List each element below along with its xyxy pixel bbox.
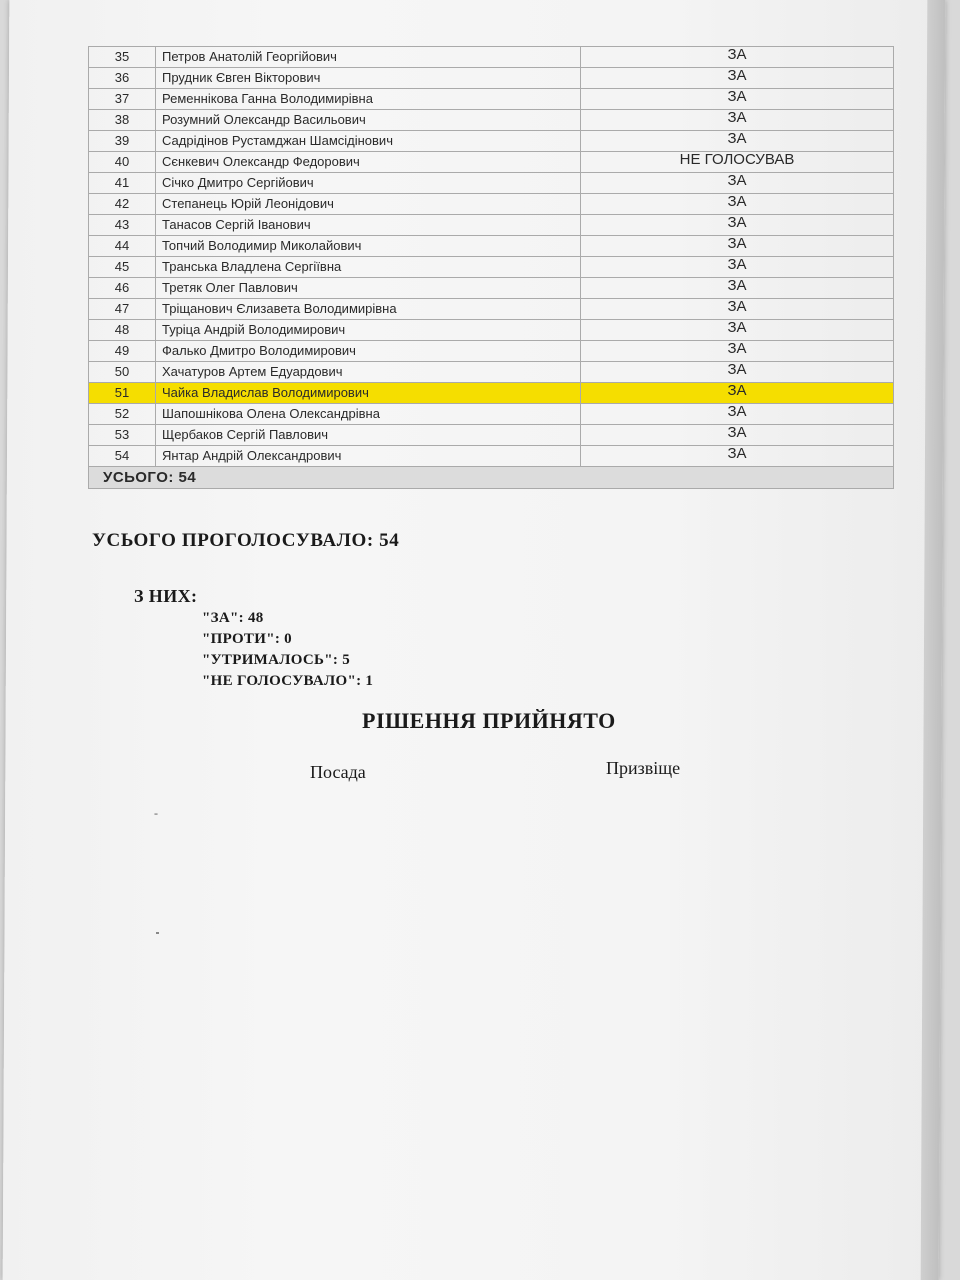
vote-result: ЗА: [581, 110, 894, 131]
deputy-name: Щербаков Сергій Павлович: [156, 425, 581, 446]
vote-result: ЗА: [581, 299, 894, 320]
table-row: [89, 194, 894, 215]
row-number: 40: [89, 152, 156, 173]
row-number: 42: [89, 194, 156, 215]
row-number: 46: [89, 278, 156, 299]
table-row: [89, 341, 894, 362]
deputy-name: Туріца Андрій Володимирович: [156, 320, 581, 341]
deputy-name: Садрідінов Рустамджан Шамсідінович: [156, 131, 581, 152]
deputy-name: Янтар Андрій Олександрович: [156, 446, 581, 467]
row-number: 43: [89, 215, 156, 236]
table-row: [89, 47, 894, 68]
row-number: 44: [89, 236, 156, 257]
vote-result: ЗА: [581, 215, 894, 236]
total-cell: УСЬОГО: 54: [89, 467, 894, 489]
deputy-name: Третяк Олег Павлович: [156, 278, 581, 299]
total-row: [89, 467, 894, 489]
deputy-name: Чайка Владислав Володимирович: [156, 383, 581, 404]
vote-result: ЗА: [581, 404, 894, 425]
deputy-name: Ременнікова Ганна Володимирівна: [156, 89, 581, 110]
decision-heading: РІШЕННЯ ПРИЙНЯТО: [362, 708, 616, 733]
table-row: [89, 425, 894, 446]
vote-breakdown: [202, 608, 373, 692]
vote-result: ЗА: [581, 173, 894, 194]
deputy-name: Розумний Олександр Васильович: [156, 110, 581, 131]
row-number: 45: [89, 257, 156, 278]
row-number: 41: [89, 173, 156, 194]
vote-result: ЗА: [581, 47, 894, 68]
breakdown-utrymalos: "УТРИМАЛОСЬ": 5: [202, 652, 351, 668]
vote-result: ЗА: [581, 320, 894, 341]
table-row: [89, 89, 894, 110]
row-number: 47: [89, 299, 156, 320]
table-row: [89, 257, 894, 278]
row-number: 39: [89, 131, 156, 152]
table-row: [89, 320, 894, 341]
page-edge: [921, 0, 946, 1280]
vote-result: ЗА: [581, 446, 894, 467]
position-header: Посада: [310, 762, 366, 782]
table-row: [89, 236, 894, 257]
table-row: [89, 278, 894, 299]
vote-result: ЗА: [581, 236, 894, 257]
table-row: [89, 110, 894, 131]
signature-dash: -: [154, 806, 158, 820]
row-number: 53: [89, 425, 156, 446]
vote-result: ЗА: [581, 257, 894, 278]
row-number: 51: [89, 383, 156, 404]
vote-result: ЗА: [581, 362, 894, 383]
row-number: 54: [89, 446, 156, 467]
deputy-name: Топчий Володимир Миколайович: [156, 236, 581, 257]
deputy-name: Січко Дмитро Сергійович: [156, 173, 581, 194]
vote-result: ЗА: [581, 68, 894, 89]
breakdown-ne-golosuvalo: "НЕ ГОЛОСУВАЛО": 1: [202, 673, 374, 689]
deputy-name: Петров Анатолій Георгійович: [156, 47, 581, 68]
table-row: [89, 383, 894, 404]
vote-result: ЗА: [581, 425, 894, 446]
row-number: 38: [89, 110, 156, 131]
vote-result: ЗА: [581, 131, 894, 152]
row-number: 36: [89, 68, 156, 89]
deputy-name: Транська Владлена Сергіївна: [156, 257, 581, 278]
row-number: 37: [89, 89, 156, 110]
vote-table: [88, 46, 894, 489]
table-row: [89, 68, 894, 89]
table-row: [89, 362, 894, 383]
row-number: 48: [89, 320, 156, 341]
of-them-label: З НИХ:: [134, 586, 198, 606]
total-voted: УСЬОГО ПРОГОЛОСУВАЛО: 54: [92, 530, 400, 551]
surname-header: Призвіще: [606, 758, 681, 778]
vote-result: НЕ ГОЛОСУВАВ: [581, 152, 894, 173]
deputy-name: Тріщанович Єлизавета Володимирівна: [156, 299, 581, 320]
vote-result: ЗА: [581, 194, 894, 215]
row-number: 49: [89, 341, 156, 362]
deputy-name: Хачатуров Артем Едуардович: [156, 362, 581, 383]
deputy-name: Шапошнікова Олена Олександрівна: [156, 404, 581, 425]
table-row: [89, 152, 894, 173]
vote-result: ЗА: [581, 278, 894, 299]
row-number: 50: [89, 362, 156, 383]
paper-speck: [156, 932, 159, 934]
deputy-name: Степанець Юрій Леонідович: [156, 194, 581, 215]
breakdown-proty: "ПРОТИ": 0: [202, 631, 292, 647]
row-number: 52: [89, 404, 156, 425]
breakdown-za: "ЗА": 48: [202, 610, 264, 626]
deputy-name: Фалько Дмитро Володимирович: [156, 341, 581, 362]
vote-result: ЗА: [581, 89, 894, 110]
vote-table-body: [89, 47, 894, 467]
table-row: [89, 446, 894, 467]
deputy-name: Прудник Євген Вікторович: [156, 68, 581, 89]
deputy-name: Танасов Сергій Іванович: [156, 215, 581, 236]
table-row: [89, 131, 894, 152]
table-row: [89, 215, 894, 236]
vote-result: ЗА: [581, 341, 894, 362]
table-row: [89, 404, 894, 425]
deputy-name: Сєнкевич Олександр Федорович: [156, 152, 581, 173]
vote-result: ЗА: [581, 383, 894, 404]
table-row: [89, 299, 894, 320]
row-number: 35: [89, 47, 156, 68]
table-row: [89, 173, 894, 194]
